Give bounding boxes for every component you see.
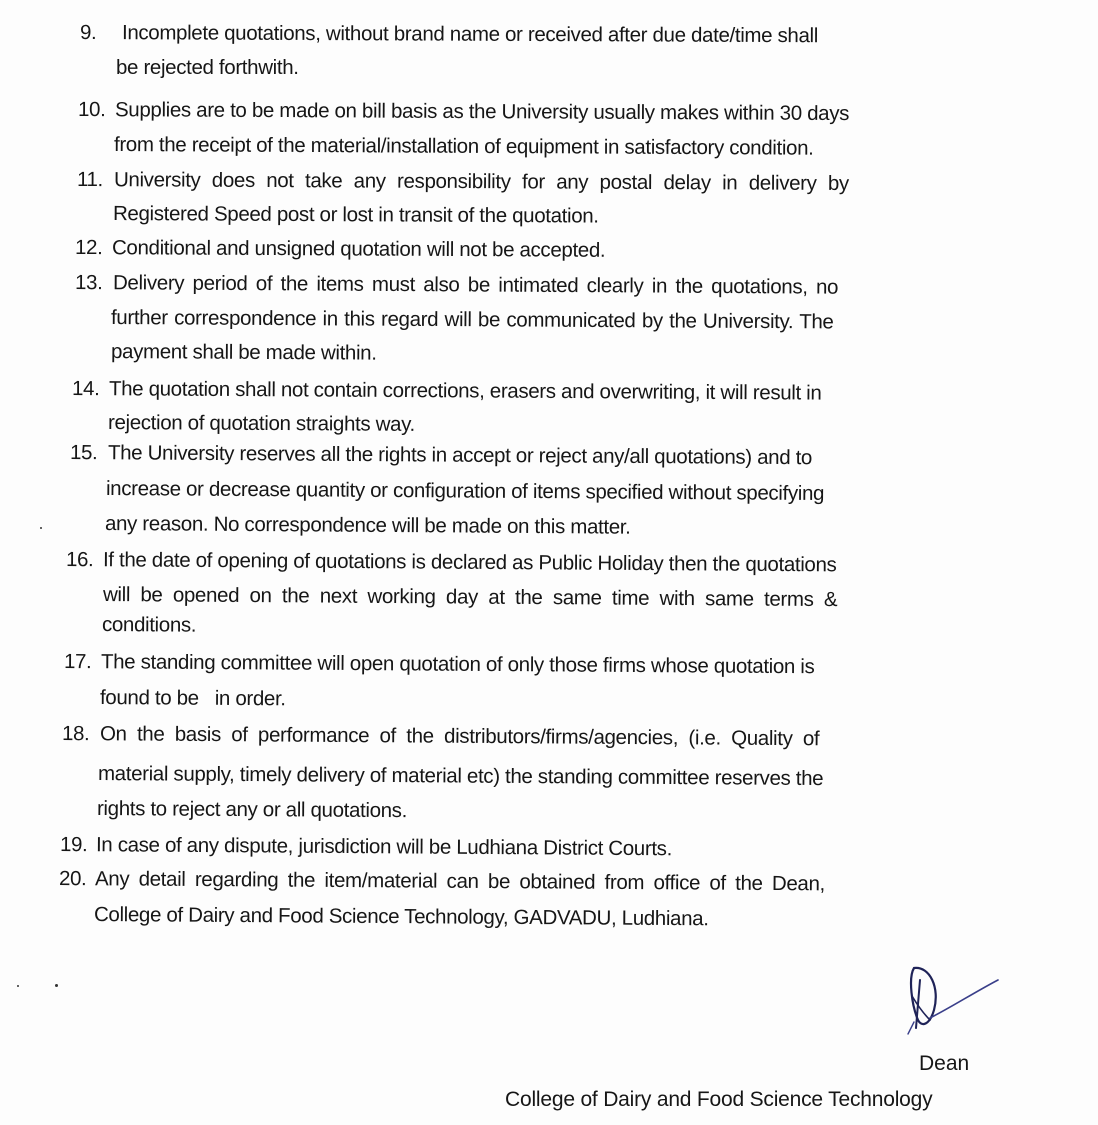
clause-16-line-3: conditions.	[101, 613, 197, 637]
clause-18-text: On the basis of performance of the distributors/firms/agencies, (i.e. Quality of	[99, 722, 820, 751]
clause-9-text: Incomplete quotations, without brand name or received after due date/time shall	[121, 21, 819, 48]
scan-speck	[17, 985, 19, 987]
clause-14-text: The quotation shall not contain corrections, erasers and overwriting, it will result in	[108, 377, 822, 405]
clause-16-number: 16.	[65, 548, 94, 572]
clause-19-number: 19.	[59, 833, 88, 857]
clause-12-line-1	[75, 236, 605, 263]
clause-13-line-1	[75, 271, 838, 300]
clause-14-number: 14.	[71, 377, 100, 401]
clause-16-line-1	[66, 548, 837, 577]
clause-18-line-1	[62, 722, 819, 751]
clause-13-number: 13.	[74, 271, 103, 295]
clause-20-number: 20.	[58, 867, 87, 891]
clause-11-text: University does not take any responsibility for any postal delay in delivery by	[113, 168, 849, 196]
clause-14-line-2: rejection of quotation straights way.	[107, 411, 415, 436]
signatory-title: Dean	[919, 1052, 970, 1075]
clause-16-text: If the date of opening of quotations is declared as Public Holiday then the quotations	[102, 548, 837, 577]
clause-18-line-3: rights to reject any or all quotations.	[96, 797, 408, 823]
clause-20-text: Any detail regarding the item/material can be obtained from office of the Dean,	[94, 867, 825, 896]
clause-17-line-1	[64, 650, 815, 679]
clause-15-line-2: increase or decrease quantity or configuration of items specified without specifying	[105, 477, 825, 506]
clause-14-line-1	[72, 377, 822, 406]
clause-18-line-2: material supply, timely delivery of material etc) the standing committee reserves the	[97, 762, 824, 791]
clause-10-line-1	[78, 98, 849, 126]
clause-13-text: Delivery period of the items must also be intimated clearly in the quotations, no	[112, 271, 839, 299]
clause-11-line-2: Registered Speed post or lost in transit of the quotation.	[112, 202, 599, 228]
clause-10-number: 10.	[77, 98, 106, 122]
handwritten-signature-icon	[900, 958, 1010, 1038]
clause-20-line-2: College of Dairy and Food Science Technology, GADVADU, Ludhiana.	[93, 903, 709, 931]
clause-15-number: 15.	[69, 441, 98, 465]
clause-15-line-1	[70, 441, 812, 470]
clause-12-text: Conditional and unsigned quotation will not be accepted.	[111, 236, 606, 262]
clause-9-line-1	[80, 21, 995, 49]
clause-15-line-3: any reason. No correspondence will be made on this matter.	[104, 512, 631, 539]
clause-10-text: Supplies are to be made on bill basis as the University usually makes within 30 days	[114, 98, 850, 126]
clause-13-line-2: further correspondence in this regard will be communicated by the University. The	[110, 306, 834, 334]
clause-11-line-1	[77, 168, 849, 196]
clause-15-text: The University reserves all the rights in accept or reject any/all quotations) and to	[107, 441, 813, 470]
clause-19-text: In case of any dispute, jurisdiction will be Ludhiana District Courts.	[95, 833, 673, 861]
clause-20-line-1	[59, 867, 825, 896]
clause-18-number: 18.	[61, 722, 90, 746]
clause-10-line-2: from the receipt of the material/installation of equipment in satisfactory condition.	[113, 133, 814, 160]
signatory-organization: College of Dairy and Food Science Technology	[505, 1088, 933, 1111]
clause-17-line-2: found to be in order.	[99, 686, 286, 711]
clause-9-number: 9.	[79, 21, 97, 45]
scan-speck	[40, 527, 42, 529]
scan-speck	[55, 984, 58, 987]
clause-13-line-3: payment shall be made within.	[110, 340, 377, 365]
clause-11-number: 11.	[76, 168, 103, 192]
clause-16-line-2: will be opened on the next working day at the same time with same terms &	[102, 583, 838, 612]
clause-19-line-1	[60, 833, 672, 861]
clause-17-text: The standing committee will open quotation of only those firms whose quotation is	[100, 650, 815, 679]
clause-9-line-2: be rejected forthwith.	[116, 56, 299, 79]
clause-12-number: 12.	[74, 236, 103, 260]
clause-17-number: 17.	[63, 650, 92, 674]
